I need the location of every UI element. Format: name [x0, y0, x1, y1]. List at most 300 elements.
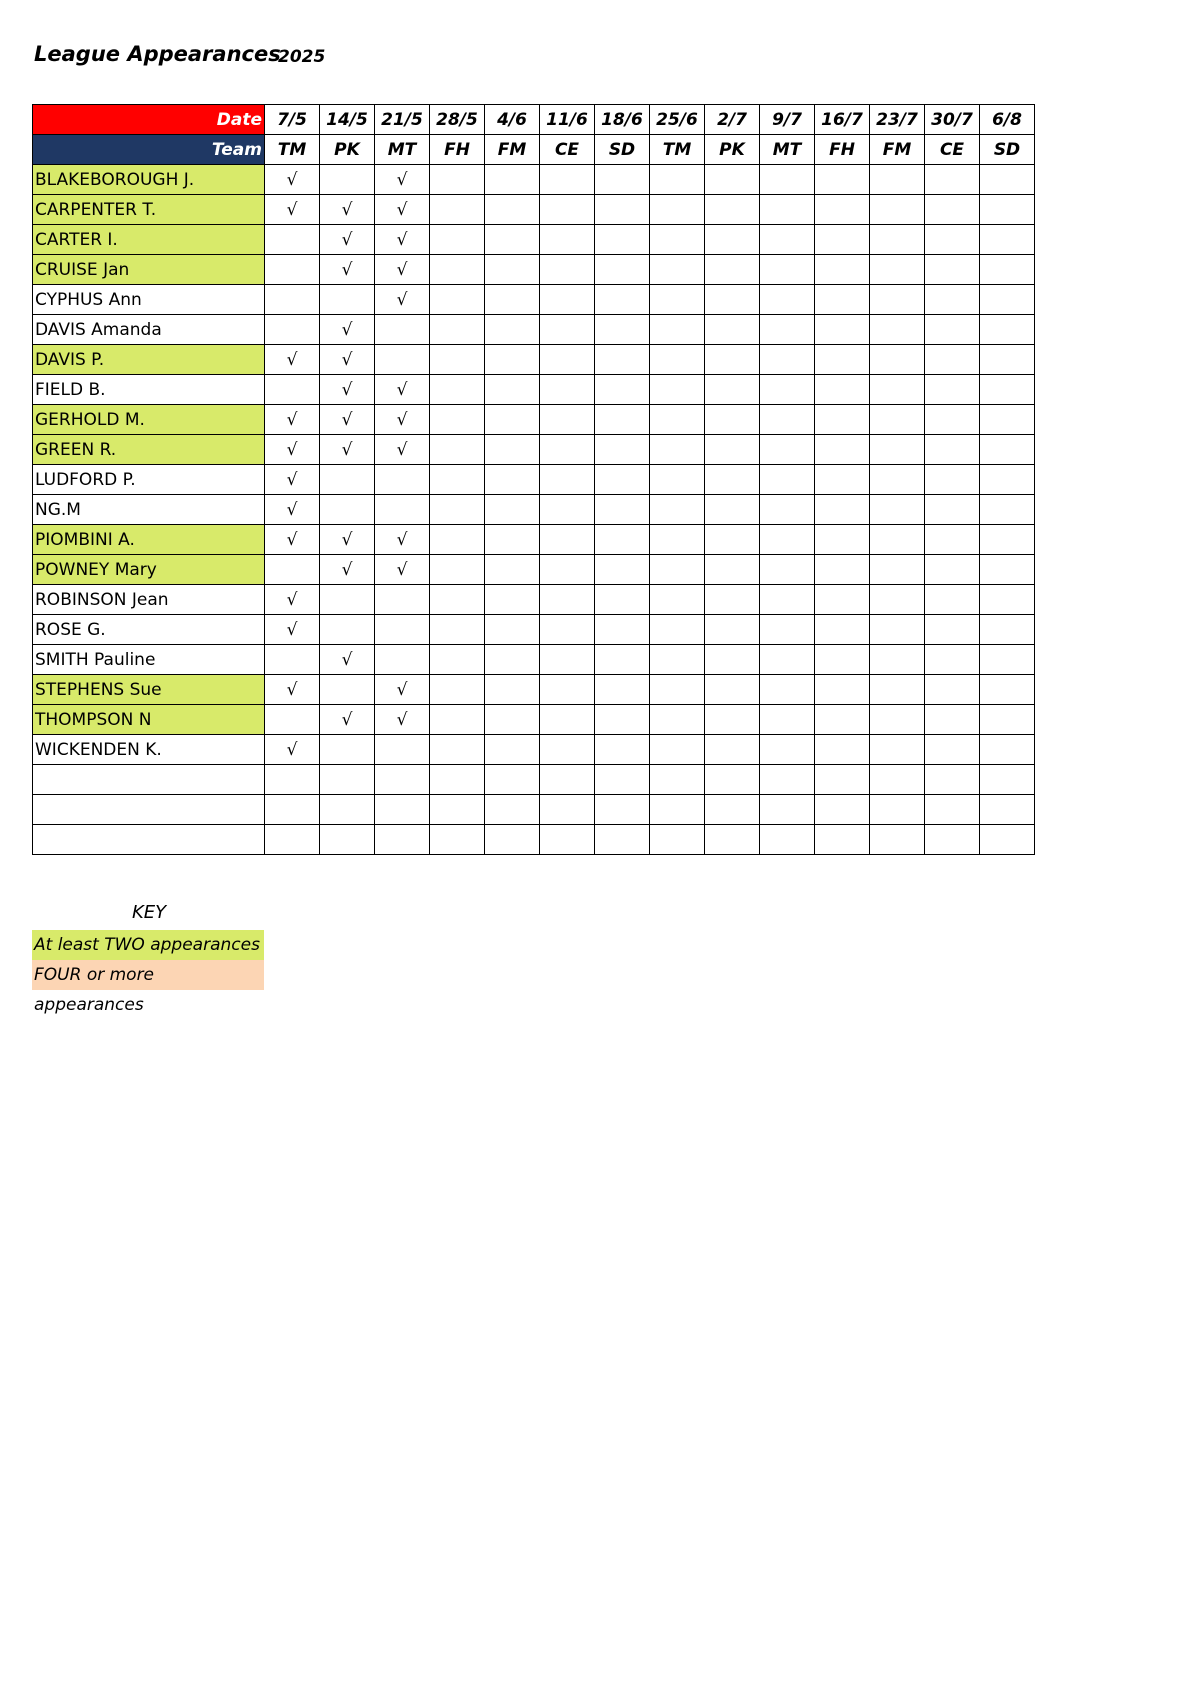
appearance-cell [815, 795, 870, 825]
date-cell: 16/7 [815, 105, 870, 135]
appearance-cell [925, 765, 980, 795]
appearance-cell [540, 555, 595, 585]
appearance-cell [870, 825, 925, 855]
player-name: CRUISE Jan [33, 255, 265, 285]
date-cell: 21/5 [375, 105, 430, 135]
appearance-cell [485, 735, 540, 765]
appearance-cell [540, 675, 595, 705]
appearance-cell [980, 795, 1035, 825]
appearance-cell [595, 435, 650, 465]
appearance-cell [760, 345, 815, 375]
appearance-cell [595, 795, 650, 825]
appearance-cell [815, 195, 870, 225]
appearance-cell [870, 195, 925, 225]
appearance-cell [430, 645, 485, 675]
appearance-cell [485, 675, 540, 705]
player-name: SMITH Pauline [33, 645, 265, 675]
player-name: BLAKEBOROUGH J. [33, 165, 265, 195]
player-row [33, 645, 1035, 675]
appearance-cell [980, 285, 1035, 315]
appearance-cell [980, 165, 1035, 195]
appearance-cell [595, 585, 650, 615]
key-four-appearances: FOUR or more appearances [32, 960, 264, 990]
appearance-cell [265, 825, 320, 855]
appearance-cell [540, 525, 595, 555]
appearance-cell [815, 465, 870, 495]
appearance-cell [650, 345, 705, 375]
team-cell: CE [540, 135, 595, 165]
appearance-cell [485, 555, 540, 585]
appearance-check: √ [375, 255, 430, 285]
appearance-cell [485, 765, 540, 795]
appearance-cell [595, 705, 650, 735]
appearance-cell [705, 675, 760, 705]
date-cell: 28/5 [430, 105, 485, 135]
appearance-check: √ [265, 405, 320, 435]
appearance-check: √ [375, 195, 430, 225]
appearance-cell [595, 195, 650, 225]
appearance-cell [925, 555, 980, 585]
appearance-cell [705, 645, 760, 675]
appearance-cell [540, 765, 595, 795]
appearance-cell [430, 495, 485, 525]
appearance-cell [870, 435, 925, 465]
appearance-cell [595, 165, 650, 195]
appearance-cell [815, 345, 870, 375]
appearance-cell [595, 615, 650, 645]
appearance-cell [980, 615, 1035, 645]
appearance-cell [815, 525, 870, 555]
appearance-cell [485, 255, 540, 285]
appearance-cell [760, 645, 815, 675]
player-name: GREEN R. [33, 435, 265, 465]
player-row [33, 465, 1035, 495]
appearance-cell [815, 315, 870, 345]
appearance-cell [265, 315, 320, 345]
appearance-cell [980, 675, 1035, 705]
appearance-cell [980, 705, 1035, 735]
player-row [33, 555, 1035, 585]
appearance-check: √ [320, 435, 375, 465]
appearance-cell [925, 285, 980, 315]
appearance-check: √ [375, 525, 430, 555]
appearance-cell [430, 465, 485, 495]
appearance-check: √ [265, 585, 320, 615]
appearance-cell [650, 585, 705, 615]
appearance-check: √ [375, 225, 430, 255]
appearance-cell [815, 285, 870, 315]
appearance-check: √ [265, 525, 320, 555]
player-name: LUDFORD P. [33, 465, 265, 495]
appearance-cell [980, 405, 1035, 435]
appearance-cell [705, 315, 760, 345]
player-name: THOMPSON N [33, 705, 265, 735]
appearance-cell [595, 375, 650, 405]
team-cell: PK [320, 135, 375, 165]
appearance-cell [650, 675, 705, 705]
appearance-cell [760, 405, 815, 435]
player-row [33, 165, 1035, 195]
appearance-cell [925, 375, 980, 405]
appearance-cell [870, 585, 925, 615]
appearance-cell [760, 585, 815, 615]
appearance-cell [760, 165, 815, 195]
appearance-cell [870, 675, 925, 705]
appearance-cell [540, 195, 595, 225]
appearance-cell [760, 225, 815, 255]
player-row [33, 435, 1035, 465]
appearance-cell [595, 465, 650, 495]
appearance-cell [485, 315, 540, 345]
appearance-cell [760, 765, 815, 795]
appearance-cell [485, 825, 540, 855]
appearance-cell [375, 495, 430, 525]
player-row [33, 315, 1035, 345]
appearance-cell [265, 255, 320, 285]
appearance-cell [540, 375, 595, 405]
date-cell: 30/7 [925, 105, 980, 135]
team-cell: SD [595, 135, 650, 165]
appearance-cell [870, 735, 925, 765]
appearance-cell [815, 375, 870, 405]
appearance-cell [705, 495, 760, 525]
appearance-cell [925, 165, 980, 195]
appearance-cell [650, 375, 705, 405]
appearance-cell [595, 285, 650, 315]
appearance-cell [925, 735, 980, 765]
appearance-cell [870, 705, 925, 735]
appearance-cell [870, 525, 925, 555]
appearance-check: √ [320, 345, 375, 375]
appearance-cell [375, 645, 430, 675]
appearance-cell [430, 255, 485, 285]
appearance-cell [595, 765, 650, 795]
appearance-cell [595, 645, 650, 675]
appearance-cell [760, 735, 815, 765]
appearance-cell [430, 615, 485, 645]
appearance-cell [650, 195, 705, 225]
team-cell: MT [760, 135, 815, 165]
appearance-cell [650, 615, 705, 645]
appearance-cell [705, 255, 760, 285]
appearance-cell [485, 285, 540, 315]
appearance-cell [705, 345, 760, 375]
appearance-cell [980, 765, 1035, 795]
player-name: POWNEY Mary [33, 555, 265, 585]
appearance-cell [265, 765, 320, 795]
appearance-cell [705, 615, 760, 645]
appearance-cell [650, 405, 705, 435]
team-cell: FM [870, 135, 925, 165]
appearance-cell [870, 315, 925, 345]
appearance-cell [265, 795, 320, 825]
appearance-cell [320, 735, 375, 765]
player-row [33, 795, 1035, 825]
appearance-cell [705, 285, 760, 315]
appearance-check: √ [375, 435, 430, 465]
appearance-check: √ [265, 615, 320, 645]
appearance-cell [760, 525, 815, 555]
appearance-cell [540, 255, 595, 285]
player-row [33, 765, 1035, 795]
appearance-cell [320, 675, 375, 705]
appearance-check: √ [265, 345, 320, 375]
player-row [33, 735, 1035, 765]
appearance-cell [265, 705, 320, 735]
appearance-cell [925, 405, 980, 435]
appearance-check: √ [320, 315, 375, 345]
appearance-cell [485, 345, 540, 375]
appearance-cell [650, 435, 705, 465]
appearance-cell [980, 435, 1035, 465]
appearance-cell [980, 465, 1035, 495]
appearance-cell [870, 165, 925, 195]
appearance-cell [650, 255, 705, 285]
appearance-cell [265, 285, 320, 315]
appearance-cell [650, 465, 705, 495]
appearance-cell [980, 315, 1035, 345]
appearance-cell [650, 645, 705, 675]
appearance-cell [265, 555, 320, 585]
appearance-cell [870, 375, 925, 405]
team-cell: TM [650, 135, 705, 165]
appearance-cell [430, 195, 485, 225]
appearance-cell [870, 405, 925, 435]
team-cell: MT [375, 135, 430, 165]
appearance-cell [870, 555, 925, 585]
appearance-cell [540, 315, 595, 345]
player-row [33, 495, 1035, 525]
appearance-cell [430, 405, 485, 435]
appearance-cell [540, 405, 595, 435]
appearance-cell [870, 615, 925, 645]
appearance-check: √ [320, 525, 375, 555]
date-cell: 9/7 [760, 105, 815, 135]
appearance-cell [375, 585, 430, 615]
appearance-cell [320, 825, 375, 855]
appearance-check: √ [265, 195, 320, 225]
appearance-check: √ [375, 375, 430, 405]
appearance-cell [925, 525, 980, 555]
date-cell: 7/5 [265, 105, 320, 135]
appearance-cell [320, 765, 375, 795]
appearance-cell [815, 405, 870, 435]
date-cell: 23/7 [870, 105, 925, 135]
player-name: DAVIS P. [33, 345, 265, 375]
appearance-cell [705, 585, 760, 615]
appearance-cell [595, 345, 650, 375]
appearance-cell [980, 225, 1035, 255]
player-row [33, 375, 1035, 405]
player-name [33, 765, 265, 795]
appearance-cell [815, 615, 870, 645]
team-cell: PK [705, 135, 760, 165]
appearance-cell [760, 255, 815, 285]
appearance-cell [375, 465, 430, 495]
appearance-cell [375, 795, 430, 825]
appearance-cell [980, 255, 1035, 285]
appearance-cell [540, 465, 595, 495]
appearance-check: √ [265, 735, 320, 765]
appearance-cell [925, 615, 980, 645]
date-cell: 2/7 [705, 105, 760, 135]
appearance-cell [980, 375, 1035, 405]
appearance-cell [595, 225, 650, 255]
appearance-cell [870, 795, 925, 825]
appearance-cell [430, 735, 485, 765]
appearance-cell [650, 555, 705, 585]
appearance-cell [705, 465, 760, 495]
player-row [33, 195, 1035, 225]
appearance-check: √ [375, 555, 430, 585]
appearance-cell [980, 525, 1035, 555]
appearance-cell [540, 435, 595, 465]
date-cell: 18/6 [595, 105, 650, 135]
appearance-cell [650, 705, 705, 735]
appearance-cell [815, 705, 870, 735]
appearance-cell [815, 225, 870, 255]
date-cell: 11/6 [540, 105, 595, 135]
appearance-cell [705, 225, 760, 255]
appearance-cell [375, 765, 430, 795]
player-name: NG.M [33, 495, 265, 525]
appearance-cell [705, 195, 760, 225]
appearance-cell [760, 435, 815, 465]
appearance-cell [925, 645, 980, 675]
appearance-cell [705, 795, 760, 825]
team-header-label: Team [33, 135, 265, 165]
appearance-cell [650, 825, 705, 855]
appearance-cell [705, 735, 760, 765]
appearance-cell [925, 225, 980, 255]
appearance-cell [980, 645, 1035, 675]
appearance-cell [540, 495, 595, 525]
appearance-cell [980, 555, 1035, 585]
appearance-cell [705, 705, 760, 735]
appearance-cell [485, 795, 540, 825]
appearance-cell [705, 375, 760, 405]
appearance-cell [925, 585, 980, 615]
appearance-cell [650, 495, 705, 525]
appearance-cell [485, 165, 540, 195]
appearance-check: √ [320, 645, 375, 675]
appearance-cell [595, 525, 650, 555]
appearance-cell [980, 585, 1035, 615]
appearance-cell [760, 465, 815, 495]
appearance-cell [650, 315, 705, 345]
appearance-cell [375, 825, 430, 855]
player-name: DAVIS Amanda [33, 315, 265, 345]
appearance-cell [815, 165, 870, 195]
appearance-cell [320, 165, 375, 195]
appearance-cell [870, 465, 925, 495]
team-cell: SD [980, 135, 1035, 165]
appearance-cell [760, 495, 815, 525]
appearance-cell [320, 285, 375, 315]
appearance-cell [925, 795, 980, 825]
player-name: ROSE G. [33, 615, 265, 645]
appearance-cell [650, 165, 705, 195]
team-cell: CE [925, 135, 980, 165]
appearance-cell [430, 825, 485, 855]
appearances-table [32, 104, 1035, 855]
appearance-cell [430, 225, 485, 255]
appearance-check: √ [265, 435, 320, 465]
date-cell: 4/6 [485, 105, 540, 135]
appearance-cell [925, 255, 980, 285]
appearance-check: √ [320, 555, 375, 585]
appearance-cell [540, 225, 595, 255]
appearance-cell [760, 555, 815, 585]
appearance-cell [760, 705, 815, 735]
appearance-cell [485, 705, 540, 735]
season-year: 2025 [278, 47, 326, 67]
appearance-cell [540, 825, 595, 855]
appearance-cell [870, 765, 925, 795]
appearance-cell [430, 435, 485, 465]
player-row [33, 285, 1035, 315]
appearance-cell [485, 405, 540, 435]
appearance-cell [870, 225, 925, 255]
appearance-cell [760, 195, 815, 225]
date-cell: 14/5 [320, 105, 375, 135]
appearance-cell [760, 795, 815, 825]
appearance-cell [430, 345, 485, 375]
appearance-cell [430, 285, 485, 315]
appearance-check: √ [320, 225, 375, 255]
appearance-cell [815, 645, 870, 675]
player-row [33, 525, 1035, 555]
appearance-cell [980, 735, 1035, 765]
date-cell: 25/6 [650, 105, 705, 135]
appearance-cell [485, 225, 540, 255]
appearance-cell [485, 645, 540, 675]
player-row [33, 255, 1035, 285]
appearance-cell [925, 195, 980, 225]
appearance-cell [870, 495, 925, 525]
appearance-cell [430, 765, 485, 795]
appearance-cell [760, 825, 815, 855]
appearance-check: √ [375, 165, 430, 195]
player-name: STEPHENS Sue [33, 675, 265, 705]
player-row [33, 825, 1035, 855]
appearance-check: √ [375, 405, 430, 435]
appearance-cell [320, 795, 375, 825]
date-header-label: Date [33, 105, 265, 135]
player-name: FIELD B. [33, 375, 265, 405]
appearance-check: √ [265, 465, 320, 495]
appearance-cell [980, 495, 1035, 525]
appearance-cell [870, 345, 925, 375]
appearance-cell [430, 165, 485, 195]
appearance-cell [925, 435, 980, 465]
appearance-cell [760, 315, 815, 345]
appearance-cell [430, 525, 485, 555]
player-name [33, 795, 265, 825]
appearance-cell [375, 345, 430, 375]
player-name: GERHOLD M. [33, 405, 265, 435]
appearance-cell [540, 735, 595, 765]
appearance-cell [485, 435, 540, 465]
appearance-check: √ [375, 705, 430, 735]
appearance-cell [650, 225, 705, 255]
appearance-cell [485, 615, 540, 645]
appearance-cell [595, 255, 650, 285]
appearance-cell [870, 255, 925, 285]
appearance-cell [485, 375, 540, 405]
appearance-cell [540, 795, 595, 825]
appearance-cell [650, 525, 705, 555]
